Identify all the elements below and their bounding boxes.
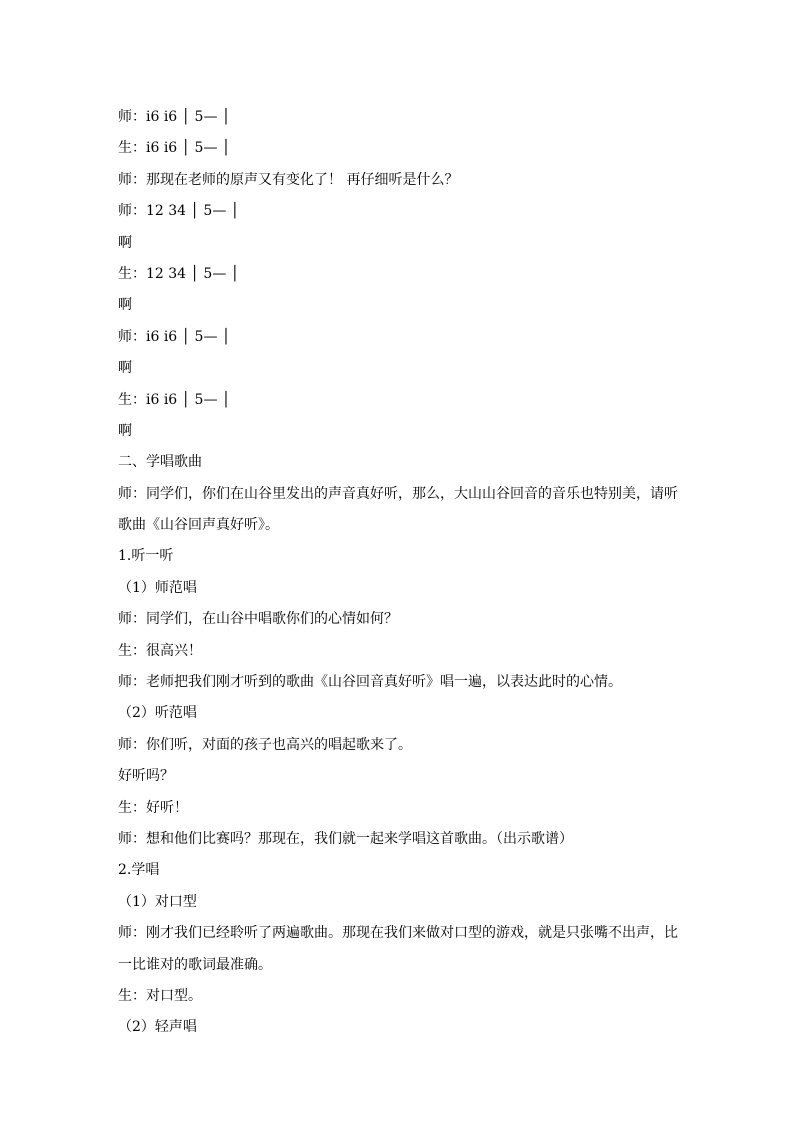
teacher-line: 师：老师把我们刚才听到的歌曲《山谷回音真好听》唱一遍，以表达此时的心情。 xyxy=(118,674,622,691)
lyric-line: 啊 xyxy=(118,297,132,314)
student-line: 生：很高兴！ xyxy=(118,642,202,659)
teacher-line: 师：刚才我们已经聆听了两遍歌曲。那现在我们来做对口型的游戏，就是只张嘴不出声，比 xyxy=(118,925,678,942)
teacher-line: 师：你们听，对面的孩子也高兴的唱起歌来了。 xyxy=(118,736,412,753)
step-heading: （2）轻声唱 xyxy=(118,1019,197,1036)
section-heading: 二、学唱歌曲 xyxy=(118,454,202,471)
continuation-line: 歌曲《山谷回声真好听》。 xyxy=(118,517,279,534)
student-line: 生：好听！ xyxy=(118,799,188,816)
teacher-line: 师：同学们，你们在山谷里发出的声音真好听，那么，大山山谷回音的音乐也特别美，请听 xyxy=(118,485,678,502)
lyric-line: 啊 xyxy=(118,422,132,439)
step-heading: （2）听范唱 xyxy=(118,705,197,722)
document-body xyxy=(118,102,678,1044)
student-line: 生：i6 i6 │ 5— │ xyxy=(118,391,231,408)
subsection-heading: 2.学唱 xyxy=(118,862,160,879)
teacher-line: 师：12 34 │ 5— │ xyxy=(118,203,240,220)
student-line: 生：对口型。 xyxy=(118,987,202,1004)
teacher-line: 师：同学们，在山谷中唱歌你们的心情如何？ xyxy=(118,611,398,628)
teacher-line: 师：那现在老师的原声又有变化了！ 再仔细听是什么？ xyxy=(118,171,459,188)
step-heading: （1）师范唱 xyxy=(118,579,197,596)
continuation-line: 好听吗？ xyxy=(118,768,174,785)
teacher-line: 师：想和他们比赛吗？那现在，我们就一起来学唱这首歌曲。（出示歌谱） xyxy=(118,830,573,847)
student-line: 生：12 34 │ 5— │ xyxy=(118,265,240,282)
continuation-line: 一比谁对的歌词最准确。 xyxy=(118,956,272,973)
student-line: 生：i6 i6 │ 5— │ xyxy=(118,140,231,157)
lyric-line: 啊 xyxy=(118,234,132,251)
teacher-line: 师：i6 i6 │ 5— │ xyxy=(118,328,231,345)
step-heading: （1）对口型 xyxy=(118,893,197,910)
teacher-line: 师：i6 i6 │ 5— │ xyxy=(118,109,231,125)
subsection-heading: 1.听一听 xyxy=(118,548,174,565)
lyric-line: 啊 xyxy=(118,360,132,377)
